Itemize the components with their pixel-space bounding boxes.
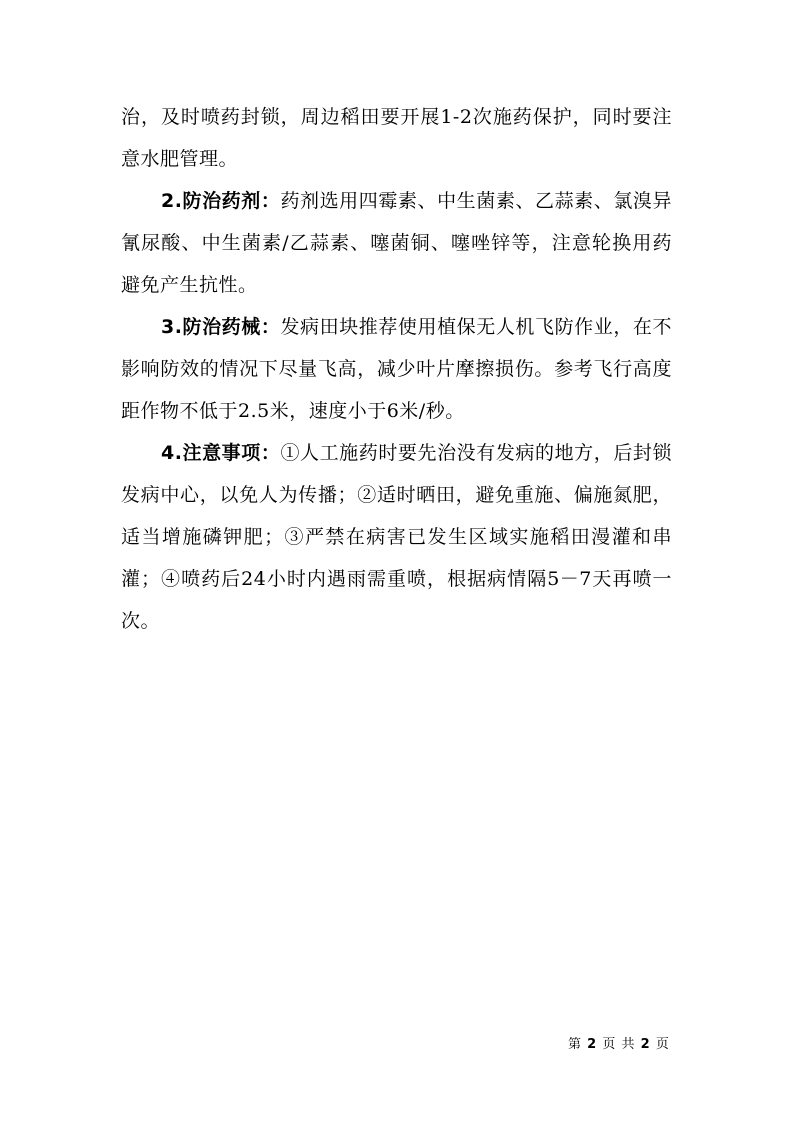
paragraph-text: ①人工施药时要先治没有发病的地方，后封锁发病中心，以免人为传播；②适时晒田，避免重施、偏施氮肥，适当增施磷钾肥；③严禁在病害已发生区域实施稻田漫灌和串灌；④喷药后24小时内遇雨需重喷，根据病情隔5－7天再喷一次。	[121, 442, 672, 632]
current-page-number: 2	[587, 1037, 598, 1052]
section-label-control-agents: 2.防治药剂：	[161, 190, 281, 212]
footer-prefix: 第	[568, 1037, 583, 1052]
section-label-precautions: 4.注意事项：	[161, 442, 281, 464]
page-number-footer	[568, 1037, 670, 1053]
document-body	[121, 96, 672, 642]
paragraph-text: 发病田块推荐使用植保无人机飞防作业，在不影响防效的情况下尽量飞高，减少叶片摩擦损伤。参考飞行高度距作物不低于2.5米，速度小于6米/秒。	[121, 316, 672, 422]
total-page-number: 2	[640, 1037, 651, 1052]
paragraph-control-equipment	[121, 306, 672, 432]
paragraph-text: 治，及时喷药封锁，周边稻田要开展1-2次施药保护，同时要注意水肥管理。	[121, 106, 672, 170]
footer-suffix: 页	[655, 1037, 670, 1052]
section-label-control-equipment: 3.防治药械：	[161, 316, 281, 338]
footer-middle: 页 共	[602, 1037, 636, 1052]
paragraph-control-agents	[121, 180, 672, 306]
paragraph-continuation	[121, 96, 672, 180]
paragraph-text: 药剂选用四霉素、中生菌素、乙蒜素、氯溴异氰尿酸、中生菌素/乙蒜素、噻菌铜、噻唑锌等，注意轮换用药避免产生抗性。	[121, 190, 672, 296]
paragraph-precautions	[121, 432, 672, 642]
